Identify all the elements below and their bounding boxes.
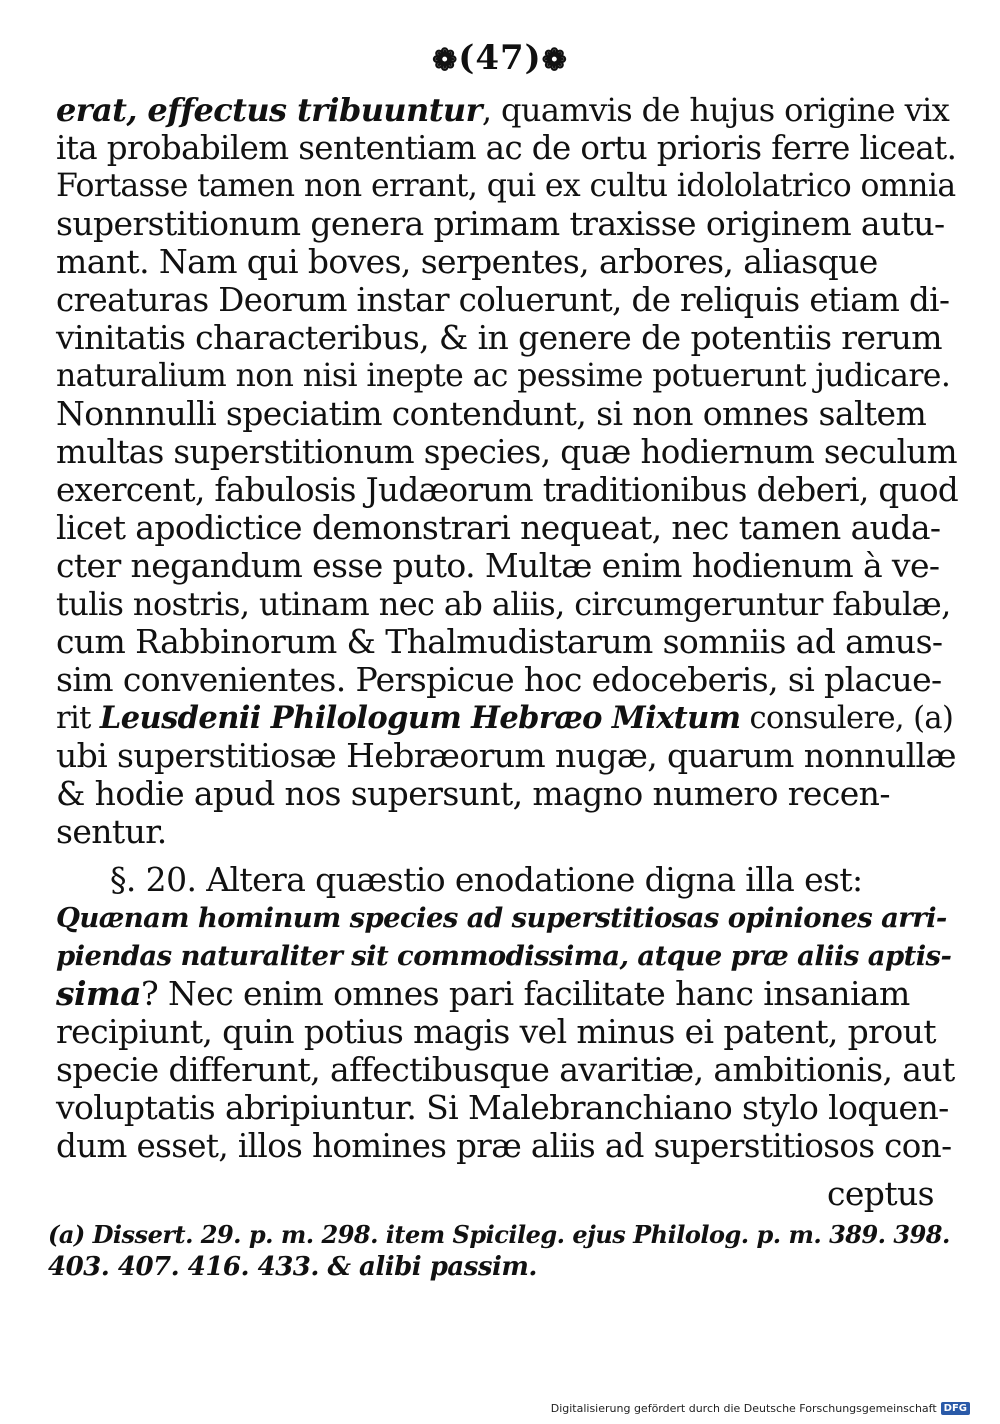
text-line: sentur. <box>56 812 167 851</box>
digitization-footer <box>551 1402 970 1415</box>
text-line: licet apodictice demonstrari nequeat, nec tamen auda- <box>56 508 941 547</box>
text-line: specie differunt, affectibusque avaritiæ, ambitionis, aut <box>56 1050 955 1089</box>
footer-text: Digitalisierung gefördert durch die Deutsche Forschungsgemeinschaft <box>550 1402 937 1415</box>
text-line: ita probabilem sententiam ac de ortu prioris ferre liceat. <box>56 129 957 167</box>
text-line: Nonnnulli speciatim contendunt, si non omnes saltem <box>56 394 927 433</box>
footnote-line: (a) Dissert. 29. p. m. 298. item Spicileg. ejus Philolog. p. m. 389. 398. <box>48 1220 950 1249</box>
text-line: Quænam hominum species ad superstitiosas opiniones arri- <box>56 902 947 934</box>
text-line: Fortasse tamen non errant, qui ex cultu idololatrico omnia <box>56 168 956 204</box>
catchword: ceptus <box>827 1174 934 1213</box>
text-line: & hodie apud nos supersunt, magno numero recen- <box>56 774 890 813</box>
text-line: voluptatis abripiuntur. Si Malebranchiano stylo loquen- <box>56 1088 949 1127</box>
dfg-logo: DFG <box>941 1402 970 1415</box>
text-line: cum Rabbinorum & Thalmudistarum somniis ad amus- <box>56 622 943 661</box>
text-line: mant. Nam qui boves, serpentes, arbores, aliasque <box>56 242 878 281</box>
text-line: §. 20. Altera quæstio enodatione digna illa est: <box>110 860 863 899</box>
text-line: sima? Nec enim omnes pari facilitate hanc insaniam <box>56 974 910 1013</box>
text-line: creaturas Deorum instar coluerunt, de reliquis etiam di- <box>56 281 950 319</box>
text-line: sim convenientes. Perspicue hoc edoceberis, si placue- <box>56 660 942 699</box>
text-line: superstitionum genera primam traxisse originem autu- <box>56 204 945 243</box>
page-number-header <box>0 38 1000 78</box>
text-line: exercent, fabulosis Judæorum traditionibus deberi, quod <box>56 471 959 509</box>
ornament-right-icon: ❁ <box>541 42 568 78</box>
text-line: naturalium non nisi inepte ac pessime potuerunt judicare. <box>56 358 951 394</box>
footnote-line: 403. 407. 416. 433. & alibi passim. <box>48 1252 537 1282</box>
text-line: ubi superstitiosæ Hebræorum nugæ, quarum nonnullæ <box>56 736 956 775</box>
text-line: piendas naturaliter sit commodissima, atque præ aliis aptis- <box>56 940 952 972</box>
ornament-left-icon: ❁ <box>432 42 459 78</box>
text-line: rit Leusdenii Philologum Hebræo Mixtum consulere, (a) <box>56 700 954 736</box>
text-line: dum esset, illos homines præ aliis ad superstitiosos con- <box>56 1127 952 1165</box>
text-line: cter negandum esse puto. Multæ enim hodienum à ve- <box>56 546 940 585</box>
text-line: recipiunt, quin potius magis vel minus ei patent, prout <box>56 1012 936 1051</box>
text-line: multas superstitionum species, quæ hodiernum seculum <box>56 433 957 471</box>
text-line: tulis nostris, utinam nec ab aliis, circumgeruntur fabulæ, <box>56 585 951 623</box>
page-number: (47) <box>458 38 542 78</box>
text-line: erat, effectus tribuuntur, quamvis de hujus origine vix <box>56 91 950 129</box>
text-line: vinitatis characteribus, & in genere de potentiis rerum <box>56 318 942 357</box>
